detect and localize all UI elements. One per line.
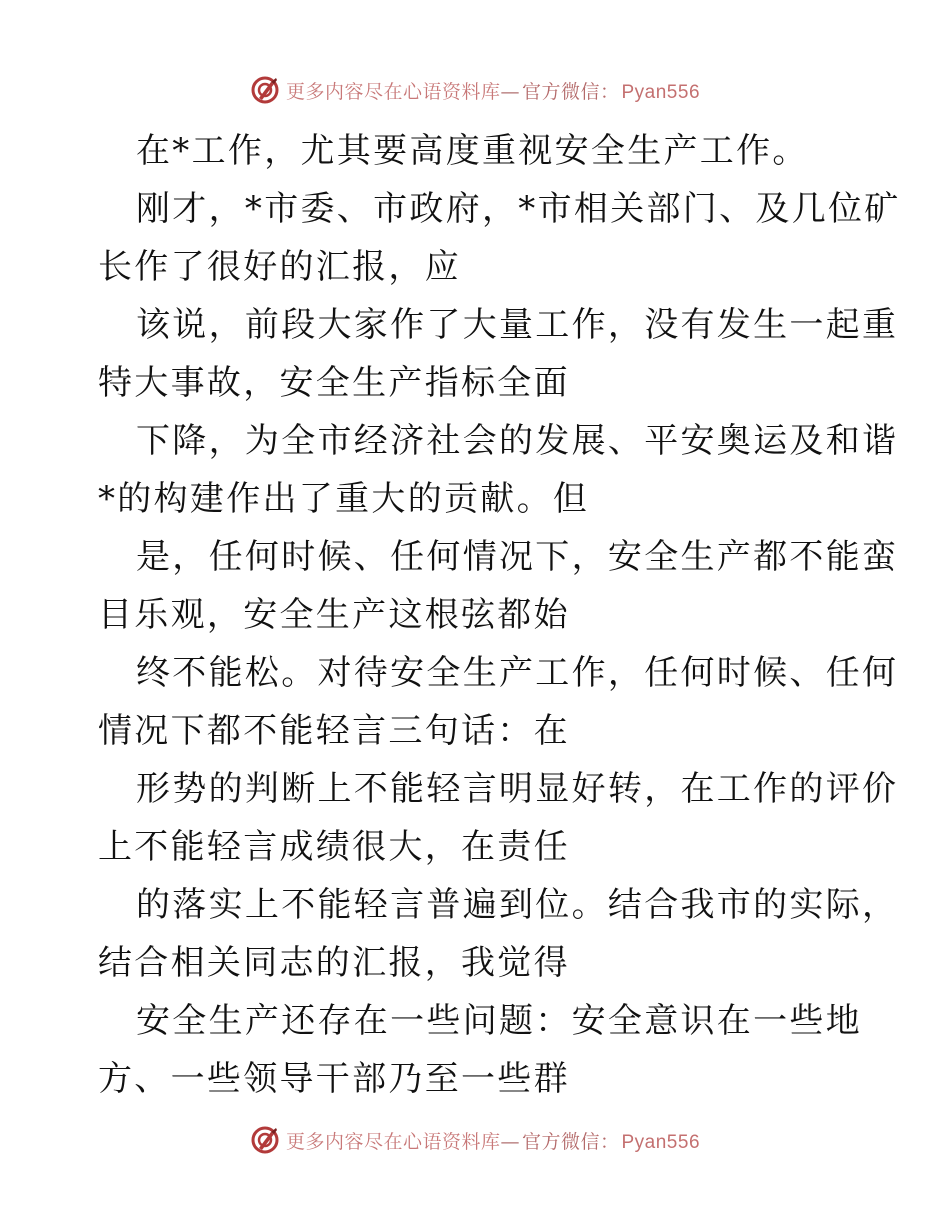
footer-banner-dash: —: [500, 1130, 520, 1153]
body-line: 上不能轻言成绩很大，在责任: [98, 827, 570, 867]
body-line: 特大事故，安全生产指标全面: [98, 363, 570, 403]
body-line: 结合相关同志的汇报，我觉得: [98, 943, 570, 983]
header-wechat-id: Pyan556: [621, 81, 701, 103]
footer-banner-text: 更多内容尽在心语资料库: [285, 1130, 501, 1153]
brand-logo-icon: [250, 75, 280, 105]
header-watermark-banner: [0, 70, 950, 110]
body-line: 刚才，*市委、市政府，*市相关部门、及几位矿: [136, 189, 901, 229]
body-line: *的构建作出了重大的贡献。但: [98, 479, 590, 519]
footer-watermark-banner: [0, 1120, 950, 1160]
body-line: 安全生产还存在一些问题：安全意识在一些地: [136, 1001, 862, 1041]
brand-logo-icon: [250, 1125, 280, 1155]
footer-wechat-id: Pyan556: [621, 1131, 701, 1153]
body-line: 下降，为全市经济社会的发展、平安奥运及和谐: [136, 421, 899, 461]
body-line: 目乐观，安全生产这根弦都始: [98, 595, 570, 635]
header-banner-dash: —: [500, 80, 520, 103]
header-wechat-label: 官方微信：: [521, 80, 620, 103]
body-line: 情况下都不能轻言三句话：在: [98, 711, 570, 751]
body-line: 该说，前段大家作了大量工作，没有发生一起重: [136, 305, 899, 345]
body-line: 终不能松。对待安全生产工作，任何时候、任何: [136, 653, 899, 693]
document-body: [98, 122, 901, 1108]
body-line: 是，任何时候、任何情况下，安全生产都不能蛮: [136, 537, 899, 577]
header-banner-text: 更多内容尽在心语资料库: [285, 80, 501, 103]
body-line: 的落实上不能轻言普遍到位。结合我市的实际，: [136, 885, 899, 925]
body-line: 形势的判断上不能轻言明显好转，在工作的评价: [136, 769, 899, 809]
body-line: 在*工作，尤其要高度重视安全生产工作。: [136, 131, 809, 171]
body-line: 长作了很好的汇报，应: [98, 247, 461, 287]
footer-wechat-label: 官方微信：: [521, 1130, 620, 1153]
body-line: 方、一些领导干部乃至一些群: [98, 1059, 570, 1099]
